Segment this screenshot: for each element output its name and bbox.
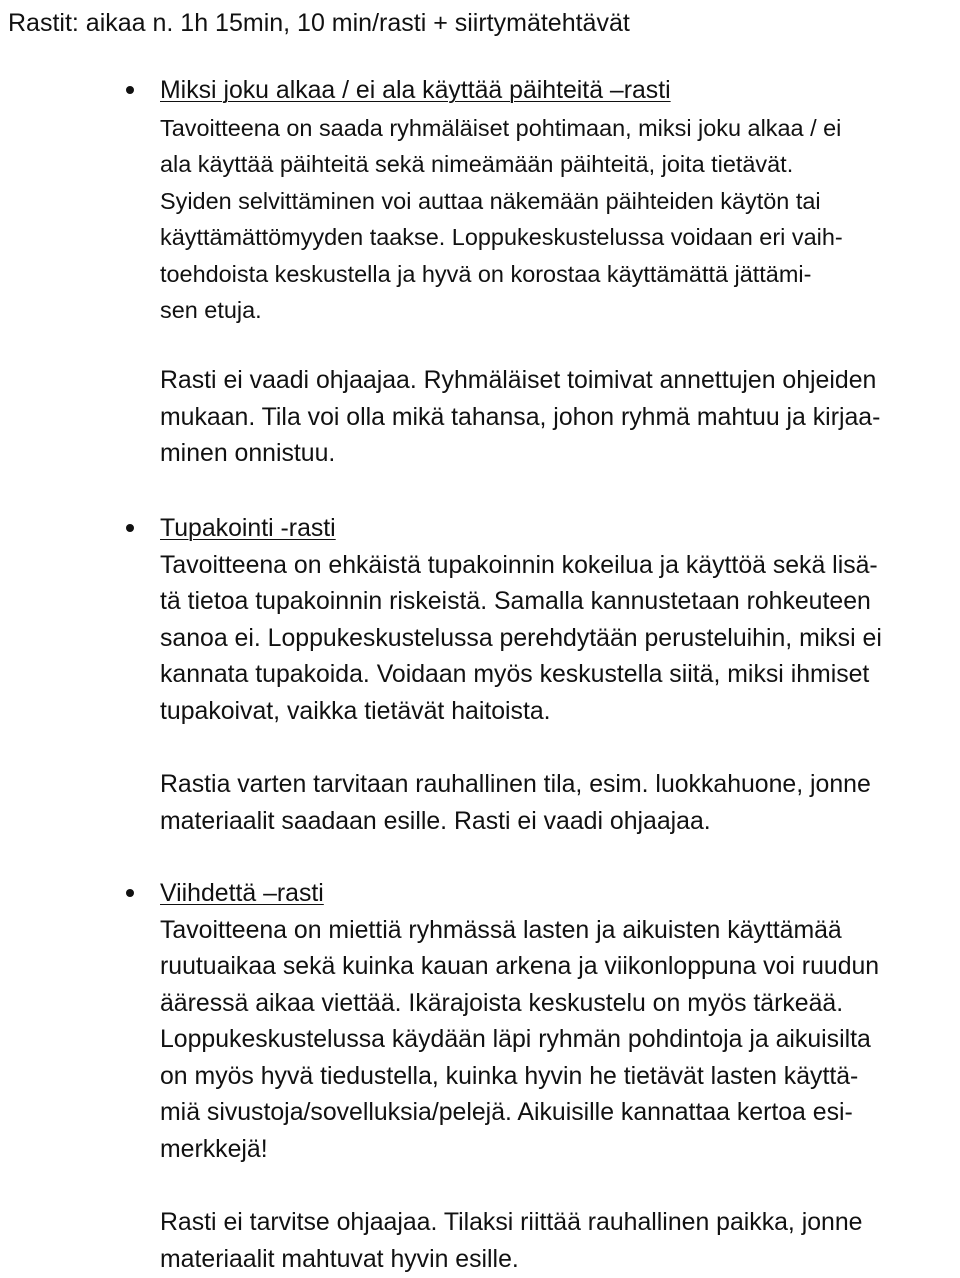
section-viihdetta [160, 876, 960, 1273]
section-note [160, 1205, 960, 1278]
section-heading: Tupakointi -rasti [160, 515, 336, 542]
text-line: sanoa ei. Loppukeskustelussa perehdytään perusteluihin, miksi ei [160, 624, 882, 652]
section-description [160, 913, 960, 1169]
text-line: käyttämättömyyden taakse. Loppukeskustelussa voidaan eri vaih- [160, 224, 843, 250]
page-title: Rastit: aikaa n. 1h 15min, 10 min/rasti + siirtymätehtävät [8, 9, 630, 37]
text-line: tupakoivat, vaikka tietävät haitoista. [160, 697, 551, 725]
text-line: Rastia varten tarvitaan rauhallinen tila, esim. luokkahuone, jonne [160, 771, 871, 798]
section-note [160, 767, 960, 840]
section-description [160, 548, 960, 731]
text-line: Rasti ei vaadi ohjaajaa. Ryhmäläiset toimivat annettujen ohjeiden [160, 367, 877, 394]
text-line: materiaalit saadaan esille. Rasti ei vaadi ohjaajaa. [160, 807, 711, 835]
bullet-icon [126, 889, 134, 897]
section-note [160, 363, 960, 473]
text-line: ala käyttää päihteitä sekä nimeämään päihteitä, joita tietävät. [160, 151, 794, 177]
text-line: Tavoitteena on saada ryhmäläiset pohtimaan, miksi joku alkaa / ei [160, 114, 842, 141]
text-line: on myös hyvä tiedustella, kuinka hyvin he tietävät lasten käyttä- [160, 1062, 859, 1090]
text-line: ruutuaikaa sekä kuinka kauan arkena ja viikonloppuna voi ruudun [160, 953, 880, 980]
section-heading: Miksi joku alkaa / ei ala käyttää päihteitä –rasti [160, 77, 671, 104]
text-line: Tavoitteena on ehkäistä tupakoinnin kokeilua ja käyttöä sekä lisä- [160, 551, 878, 579]
text-line: materiaalit mahtuvat hyvin esille. [160, 1245, 519, 1273]
text-line: Loppukeskustelussa käydään läpi ryhmän pohdintoja ja aikuisilta [160, 1026, 871, 1053]
text-line: minen onnistuu. [160, 440, 336, 467]
text-line: toehdoista keskustella ja hyvä on korostaa käyttämättä jättämi- [160, 260, 812, 287]
text-line: Tavoitteena on miettiä ryhmässä lasten ja aikuisten käyttämää [160, 916, 842, 944]
text-line: tä tietoa tupakoinnin riskeistä. Samalla kannustetaan rohkeuteen [160, 588, 871, 615]
section-paihteet [160, 73, 960, 467]
bullet-icon [126, 524, 134, 532]
section-description [160, 110, 960, 329]
text-line: sen etuja. [160, 297, 262, 323]
section-tupakointi [160, 511, 960, 835]
text-line: ääressä aikaa viettää. Ikärajoista keskustelu on myös tärkeää. [160, 989, 844, 1017]
text-line: Rasti ei tarvitse ohjaajaa. Tilaksi riittää rauhallinen paikka, jonne [160, 1209, 863, 1236]
bullet-icon [126, 86, 134, 94]
text-line: merkkejä! [160, 1135, 268, 1163]
text-line: Syiden selvittäminen voi auttaa näkemään päihteiden käytön tai [160, 187, 821, 214]
text-line: kannata tupakoida. Voidaan myös keskustella siitä, miksi ihmiset [160, 661, 870, 688]
text-line: mukaan. Tila voi olla mikä tahansa, johon ryhmä mahtuu ja kirjaa- [160, 403, 881, 431]
text-line: miä sivustoja/sovelluksia/pelejä. Aikuisille kannattaa kertoa esi- [160, 1099, 853, 1126]
section-heading: Viihdettä –rasti [160, 880, 324, 907]
